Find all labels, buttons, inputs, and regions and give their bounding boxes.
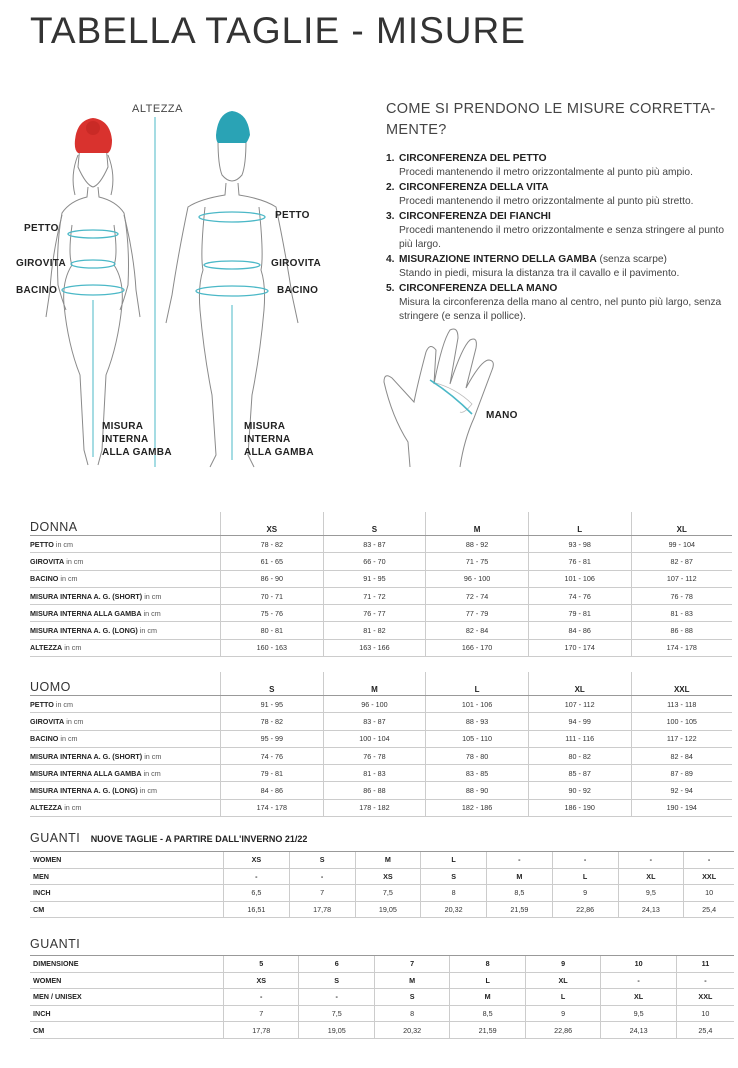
table-cell: 21,59	[487, 901, 553, 918]
table-cell: 10	[684, 885, 734, 902]
table-cell: 7	[224, 1005, 299, 1022]
man-chest-label: PETTO	[275, 210, 310, 221]
woman-inseam-label: MISURA INTERNA ALLA GAMBA	[102, 421, 172, 458]
table-cell: S	[421, 868, 487, 885]
table-cell: 93 - 98	[528, 536, 631, 553]
man-inseam-label: MISURA INTERNA ALLA GAMBA	[244, 421, 314, 458]
table-cell: S	[299, 972, 374, 989]
table-cell: 19,05	[299, 1022, 374, 1039]
table-cell: 178 - 182	[323, 799, 426, 816]
table-cell: 7	[374, 956, 449, 973]
table-header-row	[30, 672, 732, 696]
table-cell: 21,59	[450, 1022, 525, 1039]
size-column-header: S	[221, 672, 324, 696]
table-cell: -	[618, 852, 684, 869]
table-cell: 77 - 79	[426, 605, 529, 622]
table-cell: 99 - 104	[631, 536, 732, 553]
table-cell: 76 - 81	[528, 553, 631, 570]
step-text: Stando in piedi, misura la distanza tra il cavallo e il pavimento.	[399, 268, 680, 279]
table-row	[30, 852, 734, 869]
table-cell: XL	[525, 972, 600, 989]
table-cell: 8	[421, 885, 487, 902]
table-cell: L	[450, 972, 525, 989]
table-cell: 22,86	[552, 901, 618, 918]
measure-unit: in cm	[141, 608, 161, 618]
row-label	[30, 747, 221, 764]
table-cell: 84 - 86	[221, 782, 324, 799]
step-text: Procedi mantenendo il metro orizzontalmente al punto più ampio.	[399, 167, 693, 178]
howto-steps	[386, 152, 731, 325]
table-cell: L	[421, 852, 487, 869]
table-row	[30, 696, 732, 713]
row-label: CM	[30, 1022, 224, 1039]
table-cell: XS	[355, 868, 421, 885]
table-cell: XS	[224, 972, 299, 989]
table-row	[30, 713, 732, 730]
table-cell: 88 - 92	[426, 536, 529, 553]
table-cell: 9	[525, 956, 600, 973]
row-label	[30, 622, 221, 639]
measure-name: GIROVITA	[30, 556, 65, 566]
table-cell: 7,5	[299, 1005, 374, 1022]
table-cell: 182 - 186	[426, 799, 529, 816]
table-cell: 174 - 178	[631, 639, 732, 656]
table-cell: 85 - 87	[528, 765, 631, 782]
table-cell: 9	[552, 885, 618, 902]
man-beanie	[216, 111, 250, 143]
gloves-new-table	[30, 851, 734, 918]
table-cell: 8,5	[450, 1005, 525, 1022]
table-cell: 80 - 81	[221, 622, 324, 639]
measure-unit: in cm	[137, 786, 157, 796]
table-cell: 11	[676, 956, 734, 973]
table-row	[30, 747, 732, 764]
row-label: WOMEN	[30, 852, 224, 869]
table-cell: 76 - 77	[323, 605, 426, 622]
gloves-new-title: GUANTI	[30, 831, 81, 845]
table-cell: -	[224, 989, 299, 1006]
row-label: INCH	[30, 885, 224, 902]
table-cell: 20,32	[421, 901, 487, 918]
table-row	[30, 782, 732, 799]
hand-figure	[380, 322, 530, 472]
howto-step	[386, 253, 731, 281]
howto-step	[386, 181, 731, 209]
table-cell: 92 - 94	[631, 782, 732, 799]
step-text: Misura la circonferenza della mano al centro, nel punto più largo, senza stringere (e senza il pollice).	[399, 297, 722, 322]
table-cell: 72 - 74	[426, 587, 529, 604]
table-cell: 82 - 87	[631, 553, 732, 570]
table-cell: 83 - 87	[323, 713, 426, 730]
row-label	[30, 782, 221, 799]
step-heading: CIRCONFERENZA DEI FIANCHI	[399, 211, 551, 222]
table-cell: 94 - 99	[528, 713, 631, 730]
table-cell: -	[487, 852, 553, 869]
table-cell: 163 - 166	[323, 639, 426, 656]
table-cell: 84 - 86	[528, 622, 631, 639]
size-column-header: L	[528, 512, 631, 536]
table-cell: S	[289, 852, 355, 869]
table-cell: 88 - 93	[426, 713, 529, 730]
table-cell: 81 - 82	[323, 622, 426, 639]
table-cell: 17,78	[289, 901, 355, 918]
measure-name: PETTO	[30, 539, 54, 549]
table-cell: 86 - 88	[323, 782, 426, 799]
step-text: Procedi mantenendo il metro orizzontalmente al punto più stretto.	[399, 196, 694, 207]
table-row	[30, 622, 732, 639]
step-note: (senza scarpe)	[596, 254, 667, 265]
row-label	[30, 730, 221, 747]
measure-name: MISURA INTERNA ALLA GAMBA	[30, 608, 142, 618]
table-cell: 86 - 90	[221, 570, 324, 587]
table-cell: 7	[289, 885, 355, 902]
row-label	[30, 713, 221, 730]
table-cell: 111 - 116	[528, 730, 631, 747]
table-cell: 90 - 92	[528, 782, 631, 799]
table-cell: 24,13	[618, 901, 684, 918]
table-cell: -	[552, 852, 618, 869]
howto-step	[386, 152, 731, 180]
row-label: INCH	[30, 1005, 224, 1022]
table-cell: 75 - 76	[221, 605, 324, 622]
table-cell: 186 - 190	[528, 799, 631, 816]
table-cell: 88 - 90	[426, 782, 529, 799]
measure-unit: in cm	[142, 591, 162, 601]
table-cell: XS	[224, 852, 290, 869]
table-cell: M	[450, 989, 525, 1006]
row-label	[30, 570, 221, 587]
table-cell: 160 - 163	[221, 639, 324, 656]
table-cell: 74 - 76	[528, 587, 631, 604]
row-label: DIMENSIONE	[30, 956, 224, 973]
size-column-header: XS	[221, 512, 324, 536]
table-cell: 5	[224, 956, 299, 973]
table-cell: XXL	[684, 868, 734, 885]
table-cell: 76 - 78	[323, 747, 426, 764]
measure-name: MISURA INTERNA A. G. (SHORT)	[30, 751, 143, 761]
table-cell: -	[289, 868, 355, 885]
measure-name: BACINO	[30, 734, 59, 744]
table-cell: 190 - 194	[631, 799, 732, 816]
table-cell: M	[487, 868, 553, 885]
measure-name: MISURA INTERNA ALLA GAMBA	[30, 768, 142, 778]
table-cell: 91 - 95	[221, 696, 324, 713]
table-cell: 71 - 72	[323, 587, 426, 604]
table-cell: 61 - 65	[221, 553, 324, 570]
gloves-title: GUANTI	[30, 937, 81, 951]
table-cell: 79 - 81	[221, 765, 324, 782]
table-cell: 74 - 76	[221, 747, 324, 764]
step-number: 2.	[386, 182, 395, 193]
table-row	[30, 587, 732, 604]
table-cell: 19,05	[355, 901, 421, 918]
step-number: 3.	[386, 211, 395, 222]
table-cell: 170 - 174	[528, 639, 631, 656]
woman-hip-label: BACINO	[16, 285, 58, 296]
size-column-header: L	[426, 672, 529, 696]
row-label: CM	[30, 901, 224, 918]
row-label	[30, 587, 221, 604]
measure-unit: in cm	[58, 574, 78, 584]
table-section-title: UOMO	[30, 672, 221, 696]
man-waist-label: GIROVITA	[271, 258, 321, 269]
row-label: MEN	[30, 868, 224, 885]
table-row	[30, 536, 732, 553]
measure-name: MISURA INTERNA A. G. (SHORT)	[30, 591, 143, 601]
step-heading: CIRCONFERENZA DEL PETTO	[399, 153, 547, 164]
table-cell: 79 - 81	[528, 605, 631, 622]
gloves-table	[30, 955, 734, 1039]
gloves-new-heading	[30, 829, 307, 847]
table-cell: 78 - 82	[221, 536, 324, 553]
howto-title: COME SI PRENDONO LE MISURE CORRETTA-MENTE?	[386, 101, 716, 138]
row-label	[30, 765, 221, 782]
table-row	[30, 553, 732, 570]
table-cell: 113 - 118	[631, 696, 732, 713]
table-cell: 166 - 170	[426, 639, 529, 656]
table-row	[30, 901, 734, 918]
table-cell: 107 - 112	[631, 570, 732, 587]
table-cell: 82 - 84	[426, 622, 529, 639]
table-row	[30, 989, 734, 1006]
table-row	[30, 799, 732, 816]
table-cell: 24,13	[601, 1022, 676, 1039]
row-label: WOMEN	[30, 972, 224, 989]
table-cell: XL	[618, 868, 684, 885]
table-cell: 10	[676, 1005, 734, 1022]
table-cell: 96 - 100	[426, 570, 529, 587]
table-cell: XL	[601, 989, 676, 1006]
page-title: TABELLA TAGLIE - MISURE	[30, 10, 526, 51]
step-text: Procedi mantenendo il metro orizzontalmente e senza stringere al punto più largo.	[399, 225, 725, 250]
table-cell: 8	[450, 956, 525, 973]
table-cell: XXL	[676, 989, 734, 1006]
gloves-new-subtitle: NUOVE TAGLIE - A PARTIRE DALL'INVERNO 21/22	[90, 834, 308, 844]
table-cell: 174 - 178	[221, 799, 324, 816]
table-cell: 76 - 78	[631, 587, 732, 604]
men-size-table	[30, 672, 732, 817]
step-number: 5.	[386, 283, 395, 294]
table-cell: 100 - 104	[323, 730, 426, 747]
measure-unit: in cm	[64, 556, 84, 566]
size-column-header: XL	[631, 512, 732, 536]
measure-name: MISURA INTERNA A. G. (LONG)	[30, 626, 138, 636]
step-heading: CIRCONFERENZA DELLA VITA	[399, 182, 549, 193]
table-row	[30, 972, 734, 989]
table-cell: 117 - 122	[631, 730, 732, 747]
table-cell: S	[374, 989, 449, 1006]
measure-unit: in cm	[53, 539, 74, 549]
table-row	[30, 605, 732, 622]
man-hip-label: BACINO	[277, 285, 319, 296]
height-label: ALTEZZA	[132, 103, 183, 115]
table-cell: 87 - 89	[631, 765, 732, 782]
size-column-header: XL	[528, 672, 631, 696]
table-cell: 80 - 82	[528, 747, 631, 764]
measure-name: ALTEZZA	[30, 643, 63, 653]
row-label	[30, 536, 221, 553]
table-cell: 17,78	[224, 1022, 299, 1039]
woman-waist-label: GIROVITA	[16, 258, 66, 269]
table-cell: L	[525, 989, 600, 1006]
table-cell: 91 - 95	[323, 570, 426, 587]
measure-unit: in cm	[62, 803, 82, 813]
step-heading: MISURAZIONE INTERNO DELLA GAMBA	[399, 254, 597, 265]
measure-unit: in cm	[58, 734, 78, 744]
table-cell: 9	[525, 1005, 600, 1022]
table-row	[30, 639, 732, 656]
table-cell: M	[355, 852, 421, 869]
size-column-header: S	[323, 512, 426, 536]
table-cell: 82 - 84	[631, 747, 732, 764]
table-cell: -	[601, 972, 676, 989]
table-cell: 6	[299, 956, 374, 973]
table-row	[30, 868, 734, 885]
table-cell: 81 - 83	[631, 605, 732, 622]
measure-name: BACINO	[30, 574, 59, 584]
table-cell: 86 - 88	[631, 622, 732, 639]
table-cell: 25,4	[684, 901, 734, 918]
table-cell: 78 - 82	[221, 713, 324, 730]
table-cell: M	[374, 972, 449, 989]
howto-step	[386, 282, 731, 324]
table-cell: 8	[374, 1005, 449, 1022]
table-cell: -	[224, 868, 290, 885]
measure-unit: in cm	[62, 643, 82, 653]
table-cell: 66 - 70	[323, 553, 426, 570]
table-row	[30, 570, 732, 587]
table-row	[30, 765, 732, 782]
row-label	[30, 696, 221, 713]
measure-name: MISURA INTERNA A. G. (LONG)	[30, 786, 138, 796]
table-cell: 101 - 106	[528, 570, 631, 587]
table-cell: 6,5	[224, 885, 290, 902]
size-column-header: M	[323, 672, 426, 696]
table-cell: 95 - 99	[221, 730, 324, 747]
size-column-header: XXL	[631, 672, 732, 696]
table-cell: 96 - 100	[323, 696, 426, 713]
table-section-title: DONNA	[30, 512, 221, 536]
size-column-header: M	[426, 512, 529, 536]
step-number: 1.	[386, 153, 395, 164]
measure-name: ALTEZZA	[30, 803, 63, 813]
table-cell: 83 - 87	[323, 536, 426, 553]
table-cell: 25,4	[676, 1022, 734, 1039]
measure-unit: in cm	[137, 626, 157, 636]
women-size-table	[30, 512, 732, 657]
row-label: MEN / UNISEX	[30, 989, 224, 1006]
table-cell: 20,32	[374, 1022, 449, 1039]
step-number: 4.	[386, 254, 395, 265]
table-cell: L	[552, 868, 618, 885]
table-row	[30, 956, 734, 973]
row-label	[30, 605, 221, 622]
hand-label: MANO	[486, 410, 518, 421]
table-cell: 71 - 75	[426, 553, 529, 570]
table-row	[30, 730, 732, 747]
table-cell: 8,5	[487, 885, 553, 902]
row-label	[30, 799, 221, 816]
table-cell: 83 - 85	[426, 765, 529, 782]
table-cell: -	[299, 989, 374, 1006]
table-row	[30, 885, 734, 902]
table-cell: 9,5	[601, 1005, 676, 1022]
table-cell: 107 - 112	[528, 696, 631, 713]
measure-unit: in cm	[64, 716, 84, 726]
howto-step	[386, 210, 731, 252]
row-label	[30, 553, 221, 570]
table-cell: 100 - 105	[631, 713, 732, 730]
table-cell: 101 - 106	[426, 696, 529, 713]
table-cell: 7,5	[355, 885, 421, 902]
woman-chest-label: PETTO	[24, 223, 59, 234]
table-cell: 9,5	[618, 885, 684, 902]
measure-unit: in cm	[142, 751, 162, 761]
table-cell: -	[676, 972, 734, 989]
table-row	[30, 1005, 734, 1022]
table-cell: 105 - 110	[426, 730, 529, 747]
table-header-row	[30, 512, 732, 536]
table-cell: 16,51	[224, 901, 290, 918]
measure-name: GIROVITA	[30, 716, 65, 726]
table-cell: -	[684, 852, 734, 869]
table-cell: 81 - 83	[323, 765, 426, 782]
table-cell: 10	[601, 956, 676, 973]
measure-unit: in cm	[53, 699, 74, 709]
measure-name: PETTO	[30, 699, 54, 709]
measure-unit: in cm	[141, 768, 161, 778]
table-cell: 70 - 71	[221, 587, 324, 604]
step-heading: CIRCONFERENZA DELLA MANO	[399, 283, 558, 294]
table-cell: 78 - 80	[426, 747, 529, 764]
table-row	[30, 1022, 734, 1039]
table-cell: 22,86	[525, 1022, 600, 1039]
row-label	[30, 639, 221, 656]
